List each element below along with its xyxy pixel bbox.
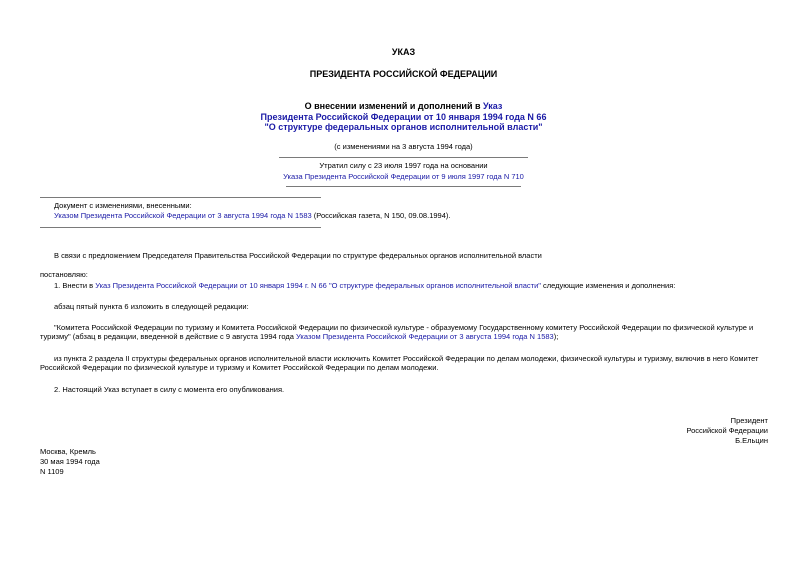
signature-name: Б.Ельцин (735, 436, 768, 445)
subject-link-line-2[interactable]: Президента Российской Федерации от 10 января 1994 года N 66 (260, 112, 547, 122)
changes-line (54, 211, 450, 220)
subject-prefix: О внесении изменений и дополнений в (304, 101, 484, 111)
footer-place: Москва, Кремль (40, 447, 96, 456)
signature-country: Российской Федерации (686, 426, 768, 435)
amendments-note: (с изменениями на 3 августа 1994 года) (334, 142, 473, 151)
divider-bottom (286, 186, 521, 187)
subject-line-1 (0, 101, 807, 112)
changes-source: (Российская газета, N 150, 09.08.1994). (311, 211, 451, 220)
title-ukaz: УКАЗ (391, 47, 416, 57)
paragraph-exclude: из пункта 2 раздела II структуры федеральных органов исполнительной власти исключить Комитет Российской Федерации по делам молодежи, физической культуры и туризму, включив в него Комитет Российской Федерации по физической культуре и туризму и Комитет Российской Федерации по делам молодежи. (40, 354, 759, 373)
quote-suffix: ); (553, 332, 559, 342)
paragraph-quote (40, 323, 768, 342)
subject-link-ukaz[interactable]: Указ (483, 101, 503, 111)
signature-title: Президент (730, 416, 768, 425)
divider-top (279, 157, 528, 158)
paragraph-item-1 (54, 281, 675, 290)
footer-date: 30 мая 1994 года (40, 457, 100, 466)
changes-divider-top (40, 197, 321, 198)
item-1-suffix: следующие изменения и дополнения: (540, 281, 676, 290)
paragraph-intro: В связи с предложением Председателя Правительства Российской Федерации по структуре федеральных органов исполнительной власти (54, 251, 542, 260)
changes-divider-bottom (40, 227, 321, 228)
paragraph-fifth: абзац пятый пункта 6 изложить в следующей редакции: (54, 302, 249, 311)
paragraph-item-2: 2. Настоящий Указ вступает в силу с момента его опубликования. (54, 385, 285, 394)
changes-label: Документ с изменениями, внесенными: (54, 201, 192, 210)
item-1-prefix: 1. Внести в (54, 281, 96, 290)
item-1-link[interactable]: Указ Президента Российской Федерации от 10 января 1994 г. N 66 "О структуре федеральных органов исполнительной власти" (95, 281, 541, 290)
void-text: Утратил силу с 23 июля 1997 года на основании (319, 161, 488, 170)
quote-link[interactable]: Указом Президента Российской Федерации от 3 августа 1994 года N 1583 (296, 332, 554, 342)
paragraph-decree: постановляю: (40, 270, 88, 279)
footer-number: N 1109 (40, 467, 64, 476)
quote-text: "Комитета Российской Федерации по туризму и Комитета Российской Федерации по физической культуре - образуемому Государственному комитету Российской Федерации по физической культуре и туризму" (абзац в редакции, введенной в действие с 9 августа 1994 года (40, 323, 754, 342)
changes-link[interactable]: Указом Президента Российской Федерации от 3 августа 1994 года N 1583 (54, 211, 312, 220)
subject-link-line-3[interactable]: "О структуре федеральных органов исполнительной власти" (264, 122, 543, 132)
void-link[interactable]: Указа Президента Российской Федерации от 9 июля 1997 года N 710 (283, 172, 524, 181)
title-president: ПРЕЗИДЕНТА РОССИЙСКОЙ ФЕДЕРАЦИИ (309, 69, 498, 79)
